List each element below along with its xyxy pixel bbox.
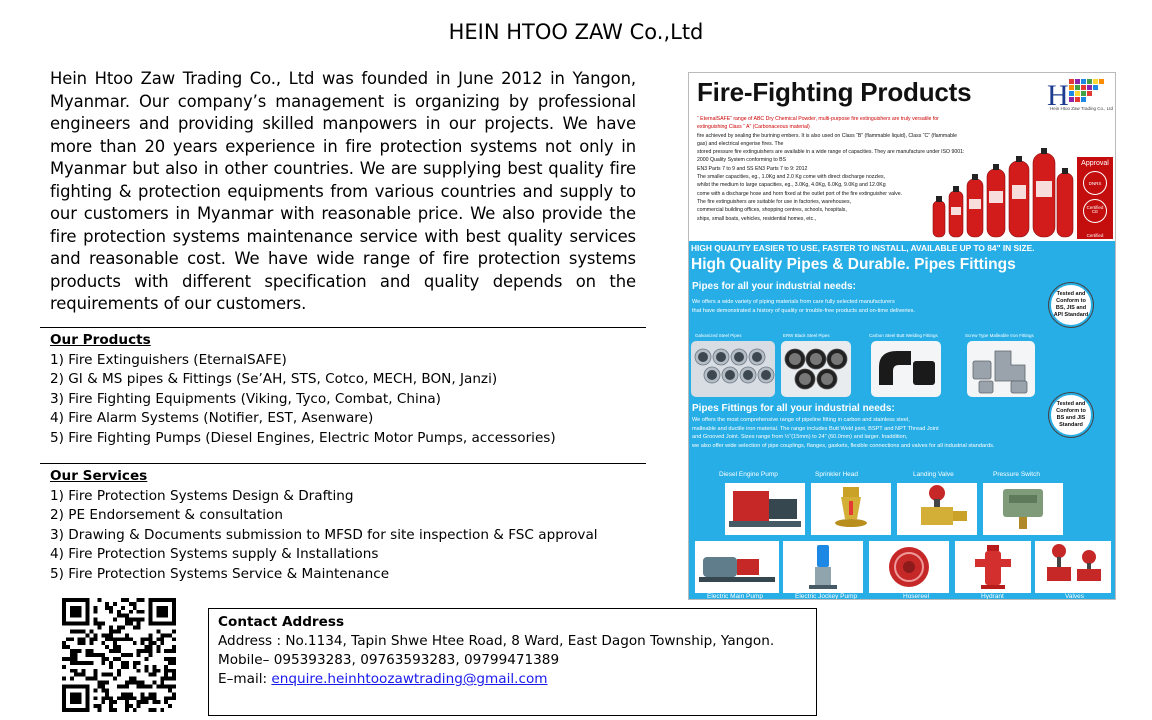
- brochure-text-line: “ EternalSAFE” range of ABC Dry Chemical Powder, multi-purpose fire extinguishers are truly versatile for extinguishing Class “ A” (Carbonaceous material): [697, 116, 939, 131]
- brochure-title: Fire-Fighting Products: [697, 77, 972, 107]
- standard-badge: Tested and Conform to BS, JIS and API Standard: [1049, 283, 1093, 327]
- brochure-text-line: come with a discharge hose and horn fixed at the outlet port of the fire extinguisher valve.: [697, 190, 903, 197]
- product-label: Electric Jockey Pump: [795, 593, 858, 600]
- brochure-text-line: and Grooved Joint. Sizes range from ½"(15mm) to 24" (60.0mm) and larger. Inaddition,: [692, 434, 908, 441]
- products-heading: Our Products: [50, 332, 151, 348]
- pipe-caption: Screw Type Malleable Iron Fittings: [965, 333, 1034, 338]
- product-item: 1) Fire Extinguishers (EternalSAFE): [50, 351, 287, 368]
- pipes-description: [692, 298, 1022, 315]
- brochure-pipes-panel: [689, 241, 1116, 600]
- product-label: Valves: [1065, 593, 1085, 600]
- approval-badge: [1077, 157, 1113, 239]
- logo-caption: Hein Htoo Zaw Trading Co., Ltd: [1049, 106, 1113, 111]
- brochure-text-line: we also offer wide selection of pipe couplings, flanges, gaskets, flexible connections and valves for all industrial standards.: [692, 442, 995, 449]
- qr-code-icon: [60, 598, 178, 712]
- product-brochure: [688, 72, 1116, 600]
- pipe-caption: Carbon Steel Butt Welding Fittings: [869, 333, 938, 338]
- company-intro: Hein Htoo Zaw Trading Co., Ltd was founded in June 2012 in Yangon, Myanmar. Our company’s management is organizing by professional engineers and providing skilled manpowers in our projects. We have more than 20 years experience in fire protection systems not only in Myanmar but also in other countries. We are supplying best quality fire fighting & protection equipments from various countries and supply to our customers in Myanmar with reasonable price. We also provide the fire protection systems maintenance service with best quality services and reasonable cost. We have wide range of fire protection systems products with different specification and quality depends on the requirements of our customers.: [50, 69, 636, 313]
- brochure-extinguisher-panel: [689, 73, 1116, 241]
- standard-badge: Tested and Conform to BS and JIS Standard: [1049, 393, 1093, 437]
- product-label: Hydrant: [981, 593, 1004, 600]
- service-item: 1) Fire Protection Systems Design & Drafting: [50, 487, 354, 504]
- fittings-heading: Pipes Fittings for all your industrial needs:: [692, 403, 895, 414]
- approval-mark: DNRS Certified: [1083, 171, 1107, 195]
- malleable-fittings-icon: [967, 341, 1035, 397]
- brochure-text-line: stored pressure fire extinguishers are available in a wide range of capacities. They are manufacture under ISO 9001: 2000 Quality System conforming to BS: [697, 149, 965, 164]
- email-link[interactable]: enquire.heinhtoozawtrading@gmail.com: [271, 671, 548, 687]
- brochure-text-line: We offers a wide variety of piping materials from care fully selected manufacturers: [692, 299, 895, 305]
- landing-valve-icon: [897, 483, 977, 535]
- extinguisher-description: [697, 115, 967, 223]
- contact-address: Address : No.1134, Tapin Shwe Htee Road, 8 Ward, East Dagon Township, Yangon.: [218, 633, 775, 649]
- product-label: Landing Valve: [913, 471, 954, 478]
- divider: [40, 463, 646, 464]
- service-item: 2) PE Endorsement & consultation: [50, 507, 283, 523]
- brochure-text-line: ships, small boats, vehicles, residential homes, etc.,: [697, 215, 817, 222]
- product-item: 3) Fire Fighting Equipments (Viking, Tyco, Combat, China): [50, 390, 441, 407]
- electric-main-pump-icon: [695, 541, 779, 593]
- product-item: 5) Fire Fighting Pumps (Diesel Engines, Electric Motor Pumps, accessories): [50, 429, 556, 446]
- service-item: 4) Fire Protection Systems supply & Installations: [50, 546, 379, 562]
- pressure-switch-icon: [983, 483, 1063, 535]
- pipes-banner: HIGH QUALITY EASIER TO USE, FASTER TO INSTALL, AVAILABLE UP TO 84" IN SIZE.: [691, 243, 1035, 253]
- hydrant-icon: [955, 541, 1031, 593]
- services-heading: Our Services: [50, 468, 148, 484]
- page-title: HEIN HTOO ZAW Co.,Ltd: [448, 20, 704, 44]
- contact-heading: Contact Address: [218, 614, 345, 630]
- valves-icon: [1035, 541, 1111, 593]
- approval-label: Approval: [1081, 160, 1109, 167]
- brochure-text-line: The smaller capacities, eg., 1.0Kg and 2.0 Kg come with direct discharge nozzles,: [697, 174, 885, 181]
- pipes-heading: Pipes for all your industrial needs:: [692, 281, 856, 292]
- fittings-description: [692, 416, 1072, 450]
- brochure-text-line: malleable and ductile iron material. The range includes Butt Weld joint, BSPT and NPT Thread Joint: [692, 425, 939, 432]
- brochure-text-line: fire achieved by sealing the burining embers. It is also used on Class “B” (flammable liquid), Class “C” (flammable gas) and electrical engerise fires. The: [697, 132, 958, 147]
- contact-email-row: [218, 670, 807, 689]
- product-label: Pressure Switch: [993, 471, 1040, 478]
- divider: [40, 327, 646, 328]
- black-steel-pipes-icon: [781, 341, 851, 397]
- contact-mobile: Mobile– 095393283, 09763593283, 09799471389: [218, 652, 560, 668]
- product-item: 2) GI & MS pipes & Fittings (Se’AH, STS, Cotco, MECH, BON, Janzi): [50, 371, 498, 387]
- product-item: 4) Fire Alarm Systems (Notifier, EST, Asenware): [50, 410, 374, 426]
- product-label: Electric Main Pump: [707, 593, 763, 600]
- sprinkler-head-icon: [811, 483, 891, 535]
- svg-text:H: H: [1047, 79, 1069, 112]
- approval-mark: CE Certified: [1083, 199, 1107, 223]
- butt-weld-fittings-icon: [871, 341, 941, 397]
- products-section: [50, 331, 650, 448]
- fire-extinguisher-icon: [929, 143, 1075, 241]
- hosereel-icon: [869, 541, 949, 593]
- product-label: Hosereel: [903, 593, 930, 600]
- brochure-text-line: We offers the most comprehensive range of pipeline fitting in carbon and stainless steel,: [692, 417, 910, 423]
- services-section: [50, 467, 650, 584]
- electric-jockey-pump-icon: [783, 541, 863, 593]
- email-label: E–mail:: [218, 671, 272, 687]
- brochure-text-line: The fire extinguishers are suitable for use in factories, warehouses,: [697, 198, 851, 205]
- brochure-text-line: commercial building offices, shopping centres, schools, hospitals,: [697, 207, 847, 214]
- brochure-text-line: EN3 Parts 7 to 9 and SS EN3 Parts 7 to 9: 2012: [697, 165, 808, 172]
- service-item: 3) Drawing & Documents submission to MFSD for site inspection & FSC approval: [50, 526, 598, 543]
- pipe-caption: Galvanized Steel Pipes: [695, 333, 742, 338]
- contact-box: [208, 608, 817, 716]
- service-item: 5) Fire Protection Systems Service & Maintenance: [50, 565, 390, 582]
- product-label: Sprinkler Head: [815, 471, 858, 478]
- galvanized-pipes-icon: [691, 341, 775, 397]
- brochure-text-line: whilst the medium to large capacities, eg., 3.0Kg, 4.0Kg, 6.0Kg, 9.0Kg and 12.0Kg: [697, 182, 886, 189]
- diesel-pump-icon: [725, 483, 805, 535]
- pipes-title: High Quality Pipes & Durable. Pipes Fittings: [691, 256, 1016, 273]
- pipe-caption: ERW Black Steel Pipes: [783, 333, 830, 338]
- product-label: Diesel Engine Pump: [719, 471, 778, 478]
- brochure-text-line: that have demonstrated a history of quality or trouble-free products and on-time deliveries.: [692, 307, 915, 314]
